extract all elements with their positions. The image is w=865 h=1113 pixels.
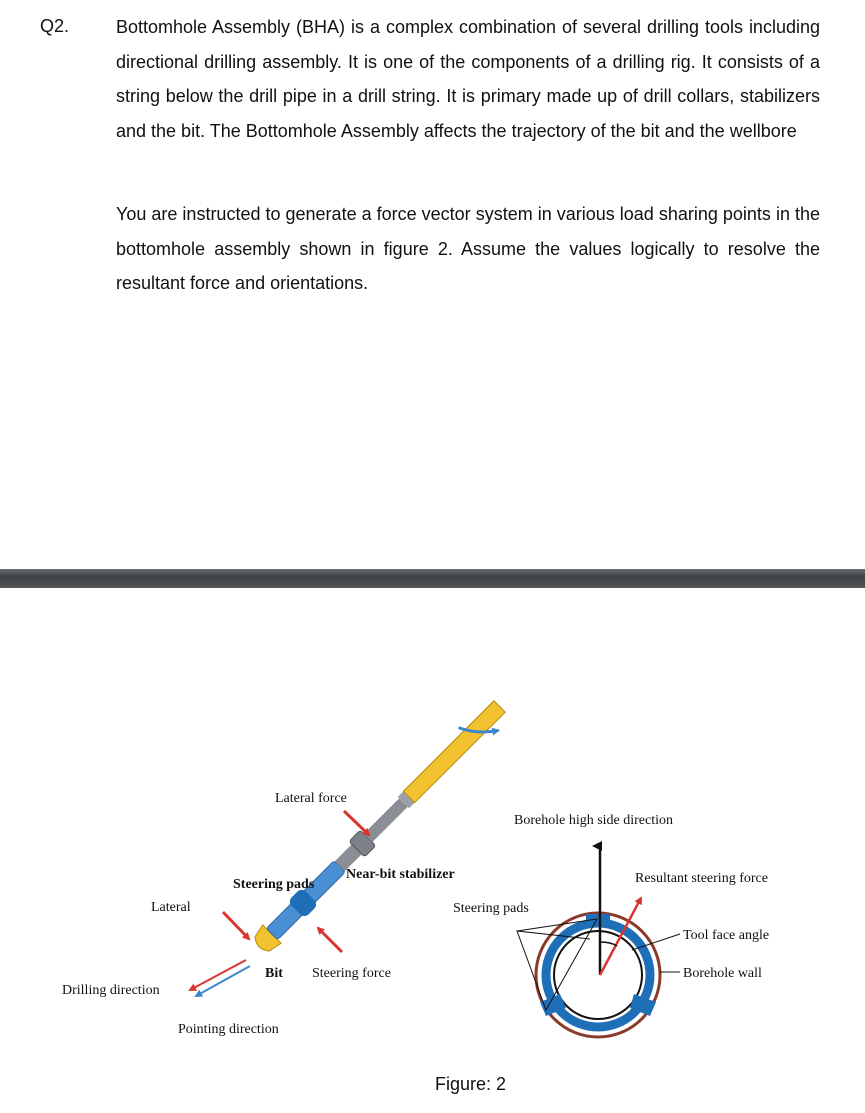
question-paragraph-1: Bottomhole Assembly (BHA) is a complex combination of several drilling tools including directional drilling assembly. It is one of the components of a drilling rig. It consists of a string below the drill pipe in a drill string. It is primary made up of drill collars, stabilizers and the bit. The Bottomhole Assembly affects the trajectory of the bit and the wellbore: [116, 17, 820, 141]
drill-collar: [403, 701, 505, 803]
drive-shaft: [364, 798, 408, 842]
label-borehole-wall: Borehole wall: [683, 966, 762, 981]
figure-caption: Figure: 2: [435, 1074, 507, 1094]
label-near-bit-stabilizer: Near-bit stabilizer: [346, 867, 455, 882]
question-paragraph-2: You are instructed to generate a force vector system in various load sharing points in the bottomhole assembly shown in figure 2. Assume the values logically to resolve the resultant force and orientations.: [116, 204, 820, 293]
label-steering-pads-right: Steering pads: [453, 901, 529, 916]
bha-figure: [0, 700, 865, 1100]
steering-pad-top: [586, 914, 610, 925]
label-drilling-direction: Drilling direction: [62, 983, 160, 998]
question-number: Q2.: [40, 16, 70, 36]
label-borehole-high-side: Borehole high side direction: [514, 813, 674, 828]
label-lateral-force: Lateral force: [275, 791, 347, 806]
bha-tool-string: [249, 700, 511, 958]
steering-pad-force-arrow: [223, 912, 249, 939]
label-lateral: Lateral: [151, 900, 191, 915]
section-divider-bar: [0, 569, 865, 588]
tool-inner-ring: [554, 931, 642, 1019]
pointing-direction-arrow: [190, 960, 246, 990]
label-bit: Bit: [265, 966, 283, 981]
label-steering-force: Steering force: [312, 966, 391, 981]
label-resultant-steering-force: Resultant steering force: [635, 871, 768, 886]
lateral-force-arrow: [344, 811, 369, 835]
label-tool-face-angle: Tool face angle: [683, 928, 770, 943]
label-steering-pads-left: Steering pads: [233, 877, 315, 892]
drilling-direction-arrow: [196, 966, 250, 996]
label-pointing-direction: Pointing direction: [178, 1022, 279, 1037]
steering-force-arrow: [318, 928, 342, 952]
